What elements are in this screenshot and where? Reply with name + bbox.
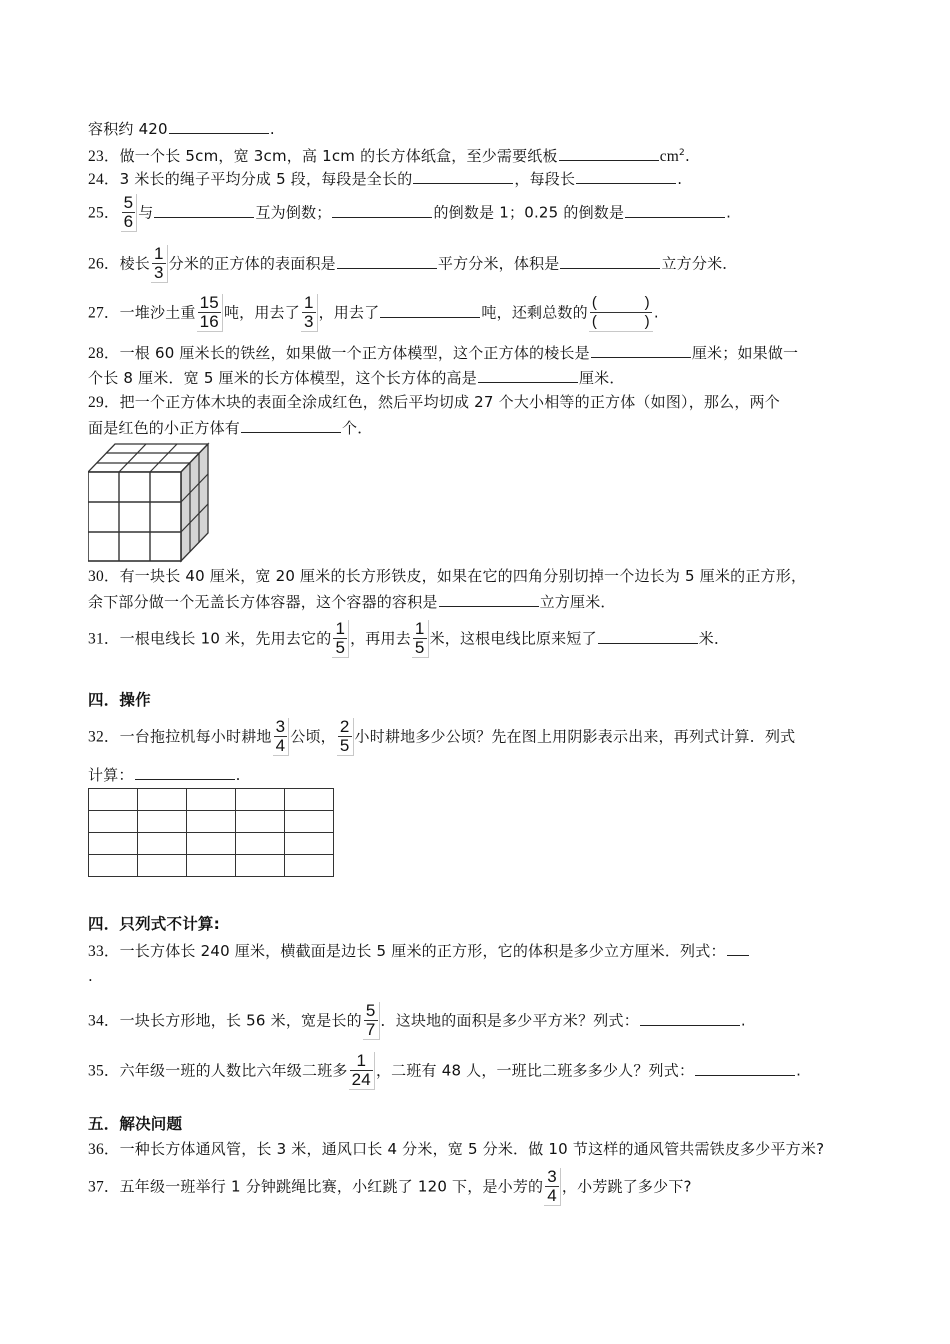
grid-cell[interactable] <box>285 789 334 811</box>
denominator: 4 <box>547 1186 557 1205</box>
question-text: 厘米． <box>578 369 625 387</box>
fraction <box>349 1052 375 1090</box>
question-32-line2 <box>88 764 241 785</box>
q22-tail <box>88 118 275 139</box>
denominator: 5 <box>414 638 425 657</box>
paren-left: ( <box>591 313 598 330</box>
answer-blank[interactable] <box>478 367 578 383</box>
answer-blank[interactable] <box>625 202 725 218</box>
question-text: 一台拖拉机每小时耕地 <box>119 727 272 746</box>
question-36 <box>88 1139 824 1160</box>
question-number: 29． <box>88 394 120 411</box>
question-number: 28． <box>88 345 120 362</box>
answer-blank[interactable] <box>560 253 660 269</box>
question-text: 的倒数是 1；0.25 的倒数是 <box>433 203 625 222</box>
grid-cell[interactable] <box>89 811 138 833</box>
denominator: 4 <box>275 736 286 755</box>
grid-row <box>89 789 334 811</box>
question-text: 个． <box>342 419 373 437</box>
question-text: 五年级一班举行 1 分钟跳绳比赛，小红跳了 120 下，是小芳的 <box>119 1177 544 1196</box>
question-text: 把一个正方体木块的表面全涂成红色，然后平均切成 27 个大小相等的正方体（如图），那么，两个 <box>119 393 780 411</box>
question-number: 30． <box>88 568 120 585</box>
q22-text: 容积约 420 <box>88 120 168 138</box>
period: . <box>726 203 732 222</box>
answer-blank[interactable] <box>241 417 341 433</box>
grid-cell[interactable] <box>236 855 285 877</box>
fraction <box>121 194 138 232</box>
grid-cell[interactable] <box>187 833 236 855</box>
answer-blank[interactable] <box>332 202 432 218</box>
grid-cell[interactable] <box>89 855 138 877</box>
question-35 <box>88 1052 801 1090</box>
fraction <box>301 294 318 332</box>
denominator: 6 <box>123 212 134 231</box>
question-text: 做一个长 5cm，宽 3cm，高 1cm 的长方体纸盒，至少需要纸板 <box>119 147 558 165</box>
fraction <box>197 294 223 332</box>
question-number: 24． <box>88 171 120 188</box>
cube-figure <box>88 441 212 563</box>
question-text: 六年级一班的人数比六年级二班多 <box>119 1061 348 1080</box>
grid-cell[interactable] <box>138 833 187 855</box>
question-number: 26． <box>88 255 120 273</box>
question-29-line1 <box>88 392 780 413</box>
question-37 <box>88 1168 692 1206</box>
answer-blank[interactable] <box>413 168 513 184</box>
grid-row <box>89 855 334 877</box>
unit-exponent: 2 <box>679 148 685 158</box>
question-text: 小时耕地多少公顷？先在图上用阴影表示出来，再列式计算．列式 <box>354 727 796 746</box>
question-number: 25． <box>88 204 120 222</box>
answer-blank[interactable] <box>169 118 269 134</box>
question-text: 面是红色的小正方体有 <box>88 419 241 437</box>
denominator: 16 <box>199 312 219 331</box>
question-33-end <box>88 966 93 986</box>
numerator: 5 <box>365 1001 376 1020</box>
denominator: 24 <box>351 1070 371 1089</box>
period: . <box>684 147 690 165</box>
question-text: 立方分米． <box>661 254 738 273</box>
grid-cell[interactable] <box>89 833 138 855</box>
fraction <box>412 620 429 658</box>
unit: cm <box>659 148 680 165</box>
grid-cell[interactable] <box>285 811 334 833</box>
period: . <box>653 303 659 322</box>
grid-cell[interactable] <box>236 789 285 811</box>
period: . <box>740 1011 746 1030</box>
answer-blank[interactable] <box>591 342 691 358</box>
shading-grid <box>88 788 334 877</box>
denominator-blank[interactable] <box>590 312 652 331</box>
question-text: 与 <box>138 203 154 222</box>
grid-cell[interactable] <box>285 855 334 877</box>
grid-cell[interactable] <box>138 789 187 811</box>
answer-blank[interactable] <box>337 253 437 269</box>
question-text: ，二班有 48 人，一班比二班多多少人？列式： <box>375 1061 695 1080</box>
question-text: 棱长 <box>119 254 151 273</box>
fraction <box>151 245 168 283</box>
question-text: 计算： <box>88 766 134 784</box>
question-number: 37． <box>88 1178 120 1196</box>
denominator: 7 <box>365 1020 376 1039</box>
question-number: 35． <box>88 1062 120 1080</box>
question-text: 个长 8 厘米．宽 5 厘米的长方体模型，这个长方体的高是 <box>88 369 477 387</box>
grid-cell[interactable] <box>236 833 285 855</box>
question-text: 分米的正方体的表面积是 <box>168 254 336 273</box>
question-text: 吨，用去了 <box>223 303 300 322</box>
numerator: 3 <box>275 717 286 736</box>
grid-cell[interactable] <box>285 833 334 855</box>
fraction <box>273 718 290 756</box>
question-text: 吨，还剩总数的 <box>481 303 588 322</box>
q22-end: . <box>269 120 275 138</box>
question-31 <box>88 620 729 658</box>
grid-cell[interactable] <box>187 811 236 833</box>
question-text: 一长方体长 240 厘米，横截面是边长 5 厘米的正方形，它的体积是多少立方厘米．列式： <box>119 942 726 960</box>
question-text: 一种长方体通风管，长 3 米，通风口长 4 分米，宽 5 分米．做 10 节这样的通风管共需铁皮多少平方米? <box>119 1140 825 1158</box>
question-text: 公顷， <box>290 727 336 746</box>
question-text: 米． <box>698 629 730 648</box>
question-30-line2 <box>88 591 616 612</box>
fraction <box>337 718 354 756</box>
numerator: 3 <box>547 1167 557 1186</box>
question-text: 米，这根电线比原来短了 <box>429 629 597 648</box>
answer-blank[interactable] <box>576 168 676 184</box>
grid-row <box>89 833 334 855</box>
question-text: ，小芳跳了多少下? <box>561 1177 692 1196</box>
paren-right: ) <box>644 313 650 330</box>
fraction-answer-blank[interactable] <box>589 294 653 332</box>
question-24 <box>88 168 682 190</box>
question-30-line1 <box>88 566 806 587</box>
question-text: 有一块长 40 厘米，宽 20 厘米的长方形铁皮，如果在它的四角分别切掉一个边长为 5 厘米的正方形， <box>119 567 807 585</box>
question-text: ，用去了 <box>318 303 380 322</box>
question-text: 一块长方形地，长 56 米，宽是长的 <box>119 1011 362 1030</box>
numerator-blank[interactable] <box>590 294 652 312</box>
grid-cell[interactable] <box>236 811 285 833</box>
question-text: 厘米；如果做一 <box>691 344 799 362</box>
question-number: 34． <box>88 1012 120 1030</box>
numerator: 1 <box>335 619 346 638</box>
grid-cell[interactable] <box>187 855 236 877</box>
paren-left: ( <box>591 294 598 311</box>
section-title-operation: 四．操作 <box>88 691 151 709</box>
numerator: 1 <box>414 619 425 638</box>
numerator: 15 <box>199 293 219 312</box>
question-text: ．这块地的面积是多少平方米？列式： <box>380 1011 639 1030</box>
fraction <box>332 620 349 658</box>
numerator: 5 <box>123 193 134 212</box>
question-34 <box>88 1002 746 1040</box>
answer-blank[interactable] <box>135 764 235 780</box>
question-number: 33． <box>88 943 120 960</box>
question-text: 立方厘米． <box>539 593 616 611</box>
question-32-line1 <box>88 718 795 756</box>
grid-cell[interactable] <box>187 789 236 811</box>
fraction <box>363 1002 380 1040</box>
question-text: 3 米长的绳子平均分成 5 段，每段是全长的 <box>119 170 413 188</box>
section-title-formula-only: 四．只列式不计算: <box>88 915 220 933</box>
denominator: 5 <box>339 736 350 755</box>
paren-right: ) <box>644 294 650 311</box>
period: . <box>796 1061 802 1080</box>
answer-blank[interactable] <box>154 202 254 218</box>
answer-blank[interactable] <box>598 628 698 644</box>
denominator: 3 <box>303 312 314 331</box>
question-number: 36． <box>88 1141 120 1158</box>
period: . <box>235 766 241 784</box>
question-23 <box>88 143 690 167</box>
numerator: 1 <box>303 293 314 312</box>
question-text: 一堆沙土重 <box>119 303 196 322</box>
question-number: 23． <box>88 148 120 165</box>
period: . <box>88 967 93 985</box>
answer-blank[interactable] <box>380 302 480 318</box>
answer-blank[interactable] <box>439 591 539 607</box>
question-text: 一根 60 厘米长的铁丝，如果做一个正方体模型，这个正方体的棱长是 <box>119 344 590 362</box>
question-text: 一根电线长 10 米，先用去它的 <box>119 629 332 648</box>
question-33 <box>88 940 750 962</box>
fraction <box>544 1168 561 1206</box>
answer-blank[interactable] <box>559 145 659 161</box>
answer-blank[interactable] <box>695 1060 795 1076</box>
question-number: 32． <box>88 728 120 746</box>
question-text: ，再用去 <box>350 629 411 648</box>
grid-cell[interactable] <box>89 789 138 811</box>
question-28-line1 <box>88 342 798 364</box>
period: . <box>677 170 683 188</box>
numerator: 1 <box>356 1051 367 1070</box>
question-28-line2 <box>88 367 625 388</box>
question-25 <box>88 194 731 232</box>
answer-blank[interactable] <box>640 1010 740 1026</box>
question-26 <box>88 245 738 283</box>
question-text: 平方分米，体积是 <box>437 254 560 273</box>
question-27 <box>88 294 659 332</box>
answer-blank[interactable] <box>727 940 749 956</box>
question-number: 27． <box>88 304 120 322</box>
question-29-line2 <box>88 417 372 438</box>
question-text: ，每段长 <box>514 170 576 188</box>
denominator: 3 <box>154 263 164 282</box>
numerator: 2 <box>339 717 350 736</box>
grid-cell[interactable] <box>138 811 187 833</box>
numerator: 1 <box>154 244 164 263</box>
question-text: 余下部分做一个无盖长方体容器，这个容器的容积是 <box>88 593 438 611</box>
grid-cell[interactable] <box>138 855 187 877</box>
denominator: 5 <box>335 638 346 657</box>
question-text: 互为倒数； <box>255 203 332 222</box>
section-title-solve-problems: 五．解决问题 <box>88 1115 183 1133</box>
question-number: 31． <box>88 630 120 648</box>
grid-row <box>89 811 334 833</box>
